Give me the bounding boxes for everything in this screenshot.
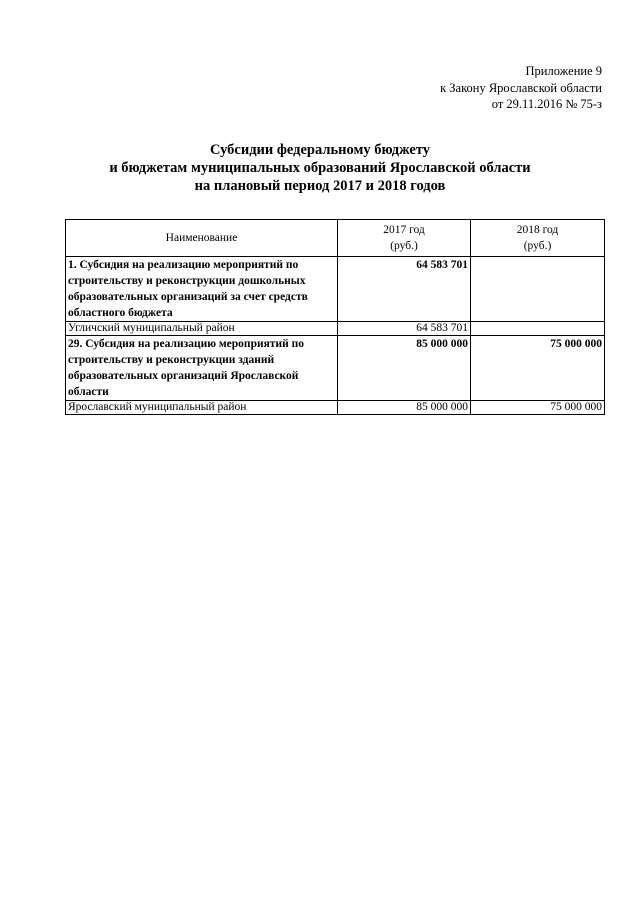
row-name: Угличский муниципальный район: [66, 322, 338, 336]
row-2017-value: 64 583 701: [338, 257, 471, 322]
header-2018-year: 2018 год: [516, 224, 559, 236]
header-2018-unit: (руб.): [523, 240, 552, 252]
table-row: [66, 401, 605, 415]
header-2017-year: 2017 год: [383, 224, 425, 236]
annex-number: Приложение 9: [525, 64, 602, 78]
row-name: 1. Субсидия на реализацию мероприятий по строительству и реконструкции дошкольных образовательных организаций за счет средств областного бюджета: [66, 257, 338, 322]
header-name: Наименование: [66, 220, 338, 257]
header-2017-unit: (руб.): [390, 240, 418, 252]
table-row: [66, 336, 605, 401]
row-name: Ярославский муниципальный район: [66, 401, 338, 415]
title-line-3: на плановый период 2017 и 2018 годов: [194, 178, 446, 194]
row-2017-value: 85 000 000: [338, 336, 471, 401]
row-name: 29. Субсидия на реализацию мероприятий по строительству и реконструкции зданий образовательных организаций Ярославской области: [66, 336, 338, 401]
title-line-1: Субсидии федеральному бюджету: [209, 142, 431, 158]
row-2017-value: 64 583 701: [338, 322, 471, 336]
title-line-2: и бюджетам муниципальных образований Ярославской области: [109, 160, 531, 176]
subsidies-table: [65, 219, 605, 415]
table-row: [66, 322, 605, 336]
header-2018: [471, 220, 605, 257]
row-2018-value: 75 000 000: [471, 401, 605, 415]
table-row: [66, 257, 605, 322]
row-2017-value: 85 000 000: [338, 401, 471, 415]
row-2018-value: [471, 257, 605, 322]
annex-header: [440, 63, 602, 113]
table-header-row: [66, 220, 605, 257]
document-title: [0, 141, 640, 195]
row-2018-value: [471, 322, 605, 336]
row-2018-value: 75 000 000: [471, 336, 605, 401]
annex-law-date: от 29.11.2016 № 75-з: [491, 97, 602, 111]
annex-law-reference: к Закону Ярославской области: [440, 80, 602, 95]
header-2017: [338, 220, 471, 257]
